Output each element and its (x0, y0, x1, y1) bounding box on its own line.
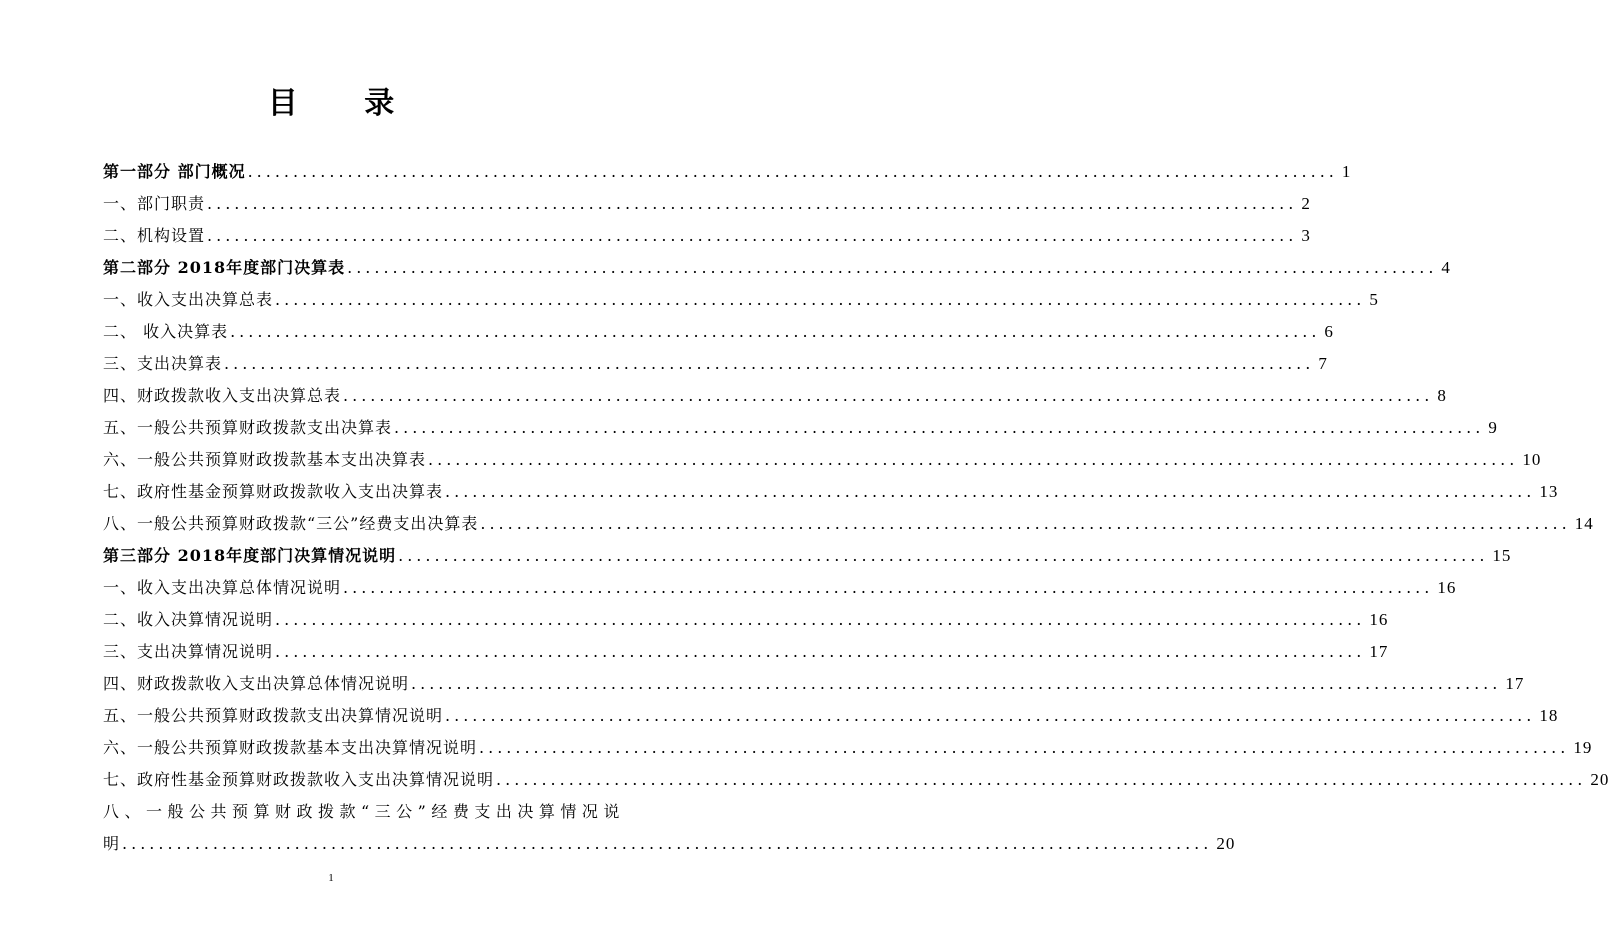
toc-leader-dots: ........................................................................................................................ (480, 514, 1571, 533)
toc-entry-label: 六、一般公共预算财政拨款基本支出决算表 (103, 450, 427, 469)
toc-leader-dots: ........................................................................................................................ (496, 770, 1587, 789)
toc-leader-dots: ........................................................................................................................ (275, 290, 1366, 309)
toc-page-number: 16 (1369, 610, 1389, 629)
toc-section-heading (103, 150, 1352, 182)
toc-page-number: 5 (1369, 290, 1379, 309)
toc-leader-dots: ........................................................................................................................ (445, 706, 1536, 725)
toc-page-number: 8 (1437, 386, 1447, 405)
toc-page-number: 17 (1505, 674, 1525, 693)
toc-leader-dots: ........................................................................................................................ (343, 386, 1434, 405)
toc-entry-label: 五、一般公共预算财政拨款支出决算表 (103, 418, 393, 437)
toc-entry-label: 三、支出决算表 (103, 354, 223, 373)
toc-entry (103, 278, 1379, 310)
toc-entry (103, 502, 1594, 534)
toc-page-number: 19 (1573, 738, 1593, 757)
toc-entry (103, 406, 1498, 438)
toc-page-number: 7 (1318, 354, 1328, 373)
table-of-contents (103, 150, 1609, 854)
toc-entry-label: 七、政府性基金预算财政拨款收入支出决算表 (103, 482, 444, 501)
page-title: 目 录 (267, 86, 423, 121)
toc-entry-label: 四、财政拨款收入支出决算总表 (103, 386, 342, 405)
toc-section-heading (103, 534, 1512, 566)
toc-leader-dots: ........................................................................................................................ (411, 674, 1502, 693)
toc-entry-label: 五、一般公共预算财政拨款支出决算情况说明 (103, 706, 444, 725)
toc-entry (103, 310, 1334, 342)
toc-page-number: 10 (1522, 450, 1542, 469)
toc-leader-dots: ........................................................................................................................ (207, 226, 1298, 245)
toc-page-number: 16 (1437, 578, 1457, 597)
toc-leader-dots: ........................................................................................................................ (445, 482, 1536, 501)
toc-entry-label: 八、一般公共预算财政拨款“三公”经费支出决算情况说 (103, 802, 625, 821)
toc-entry (103, 630, 1389, 662)
toc-page-number: 3 (1301, 226, 1311, 245)
toc-entry-label: 六、一般公共预算财政拨款基本支出决算情况说明 (103, 738, 478, 757)
toc-leader-dots: ........................................................................................................................ (479, 738, 1570, 757)
toc-entry (103, 182, 1311, 214)
toc-leader-dots: ........................................................................................................................ (207, 194, 1298, 213)
toc-entry-label: 明 (103, 834, 121, 853)
toc-leader-dots: ........................................................................................................................ (275, 610, 1366, 629)
toc-leader-dots: ........................................................................................................................ (122, 834, 1213, 853)
toc-entry-label: 二、 收入决算表 (103, 322, 229, 341)
toc-entry-label: 三、支出决算情况说明 (103, 642, 274, 661)
toc-entry-label: 二、机构设置 (103, 226, 206, 245)
toc-page-number: 20 (1216, 834, 1236, 853)
toc-page-number: 13 (1539, 482, 1559, 501)
toc-leader-dots: ........................................................................................................................ (275, 642, 1366, 661)
toc-entry-label: 第一部分 部门概况 (103, 162, 246, 181)
page-number-footer: 1 (328, 872, 334, 884)
toc-entry (103, 374, 1447, 406)
toc-entry-label: 二、收入决算情况说明 (103, 610, 274, 629)
toc-leader-dots: ........................................................................................................................ (347, 258, 1438, 277)
toc-entry (103, 758, 1609, 790)
toc-entry-label: 八、一般公共预算财政拨款“三公”经费支出决算表 (103, 514, 479, 533)
toc-entry-label: 一、部门职责 (103, 194, 206, 213)
toc-page-number: 15 (1492, 546, 1512, 565)
toc-leader-dots: ........................................................................................................................ (394, 418, 1485, 437)
toc-entry (103, 566, 1457, 598)
toc-page-number: 2 (1301, 194, 1311, 213)
toc-entry (103, 822, 1236, 854)
toc-entry (103, 790, 625, 822)
toc-entry (103, 470, 1559, 502)
toc-entry-label: 第三部分 2018年度部门决算情况说明 (103, 546, 397, 565)
toc-page-number: 1 (1341, 162, 1352, 181)
toc-page-number: 17 (1369, 642, 1389, 661)
toc-entry (103, 214, 1311, 246)
toc-leader-dots: ........................................................................................................................ (230, 322, 1321, 341)
toc-section-heading (103, 246, 1451, 278)
toc-page-number: 14 (1574, 514, 1594, 533)
toc-entry-label: 四、财政拨款收入支出决算总体情况说明 (103, 674, 410, 693)
toc-leader-dots: ........................................................................................................................ (428, 450, 1519, 469)
toc-entry (103, 694, 1559, 726)
toc-leader-dots: ........................................................................................................................ (398, 546, 1489, 565)
toc-page-number: 18 (1539, 706, 1559, 725)
toc-entry (103, 438, 1542, 470)
toc-page-number: 9 (1488, 418, 1498, 437)
toc-entry-label: 七、政府性基金预算财政拨款收入支出决算情况说明 (103, 770, 495, 789)
toc-entry (103, 598, 1389, 630)
toc-page-number: 6 (1324, 322, 1334, 341)
toc-entry (103, 342, 1328, 374)
toc-leader-dots: ........................................................................................................................ (224, 354, 1315, 373)
toc-entry-label: 第二部分 2018年度部门决算表 (103, 258, 346, 277)
toc-entry (103, 662, 1525, 694)
toc-entry-label: 一、收入支出决算总表 (103, 290, 274, 309)
toc-entry (103, 726, 1593, 758)
toc-leader-dots: ........................................................................................................................ (343, 578, 1434, 597)
toc-leader-dots: ........................................................................................................................ (247, 162, 1338, 181)
toc-page-number: 4 (1441, 258, 1451, 277)
toc-page-number: 20 (1590, 770, 1609, 789)
toc-entry-label: 一、收入支出决算总体情况说明 (103, 578, 342, 597)
